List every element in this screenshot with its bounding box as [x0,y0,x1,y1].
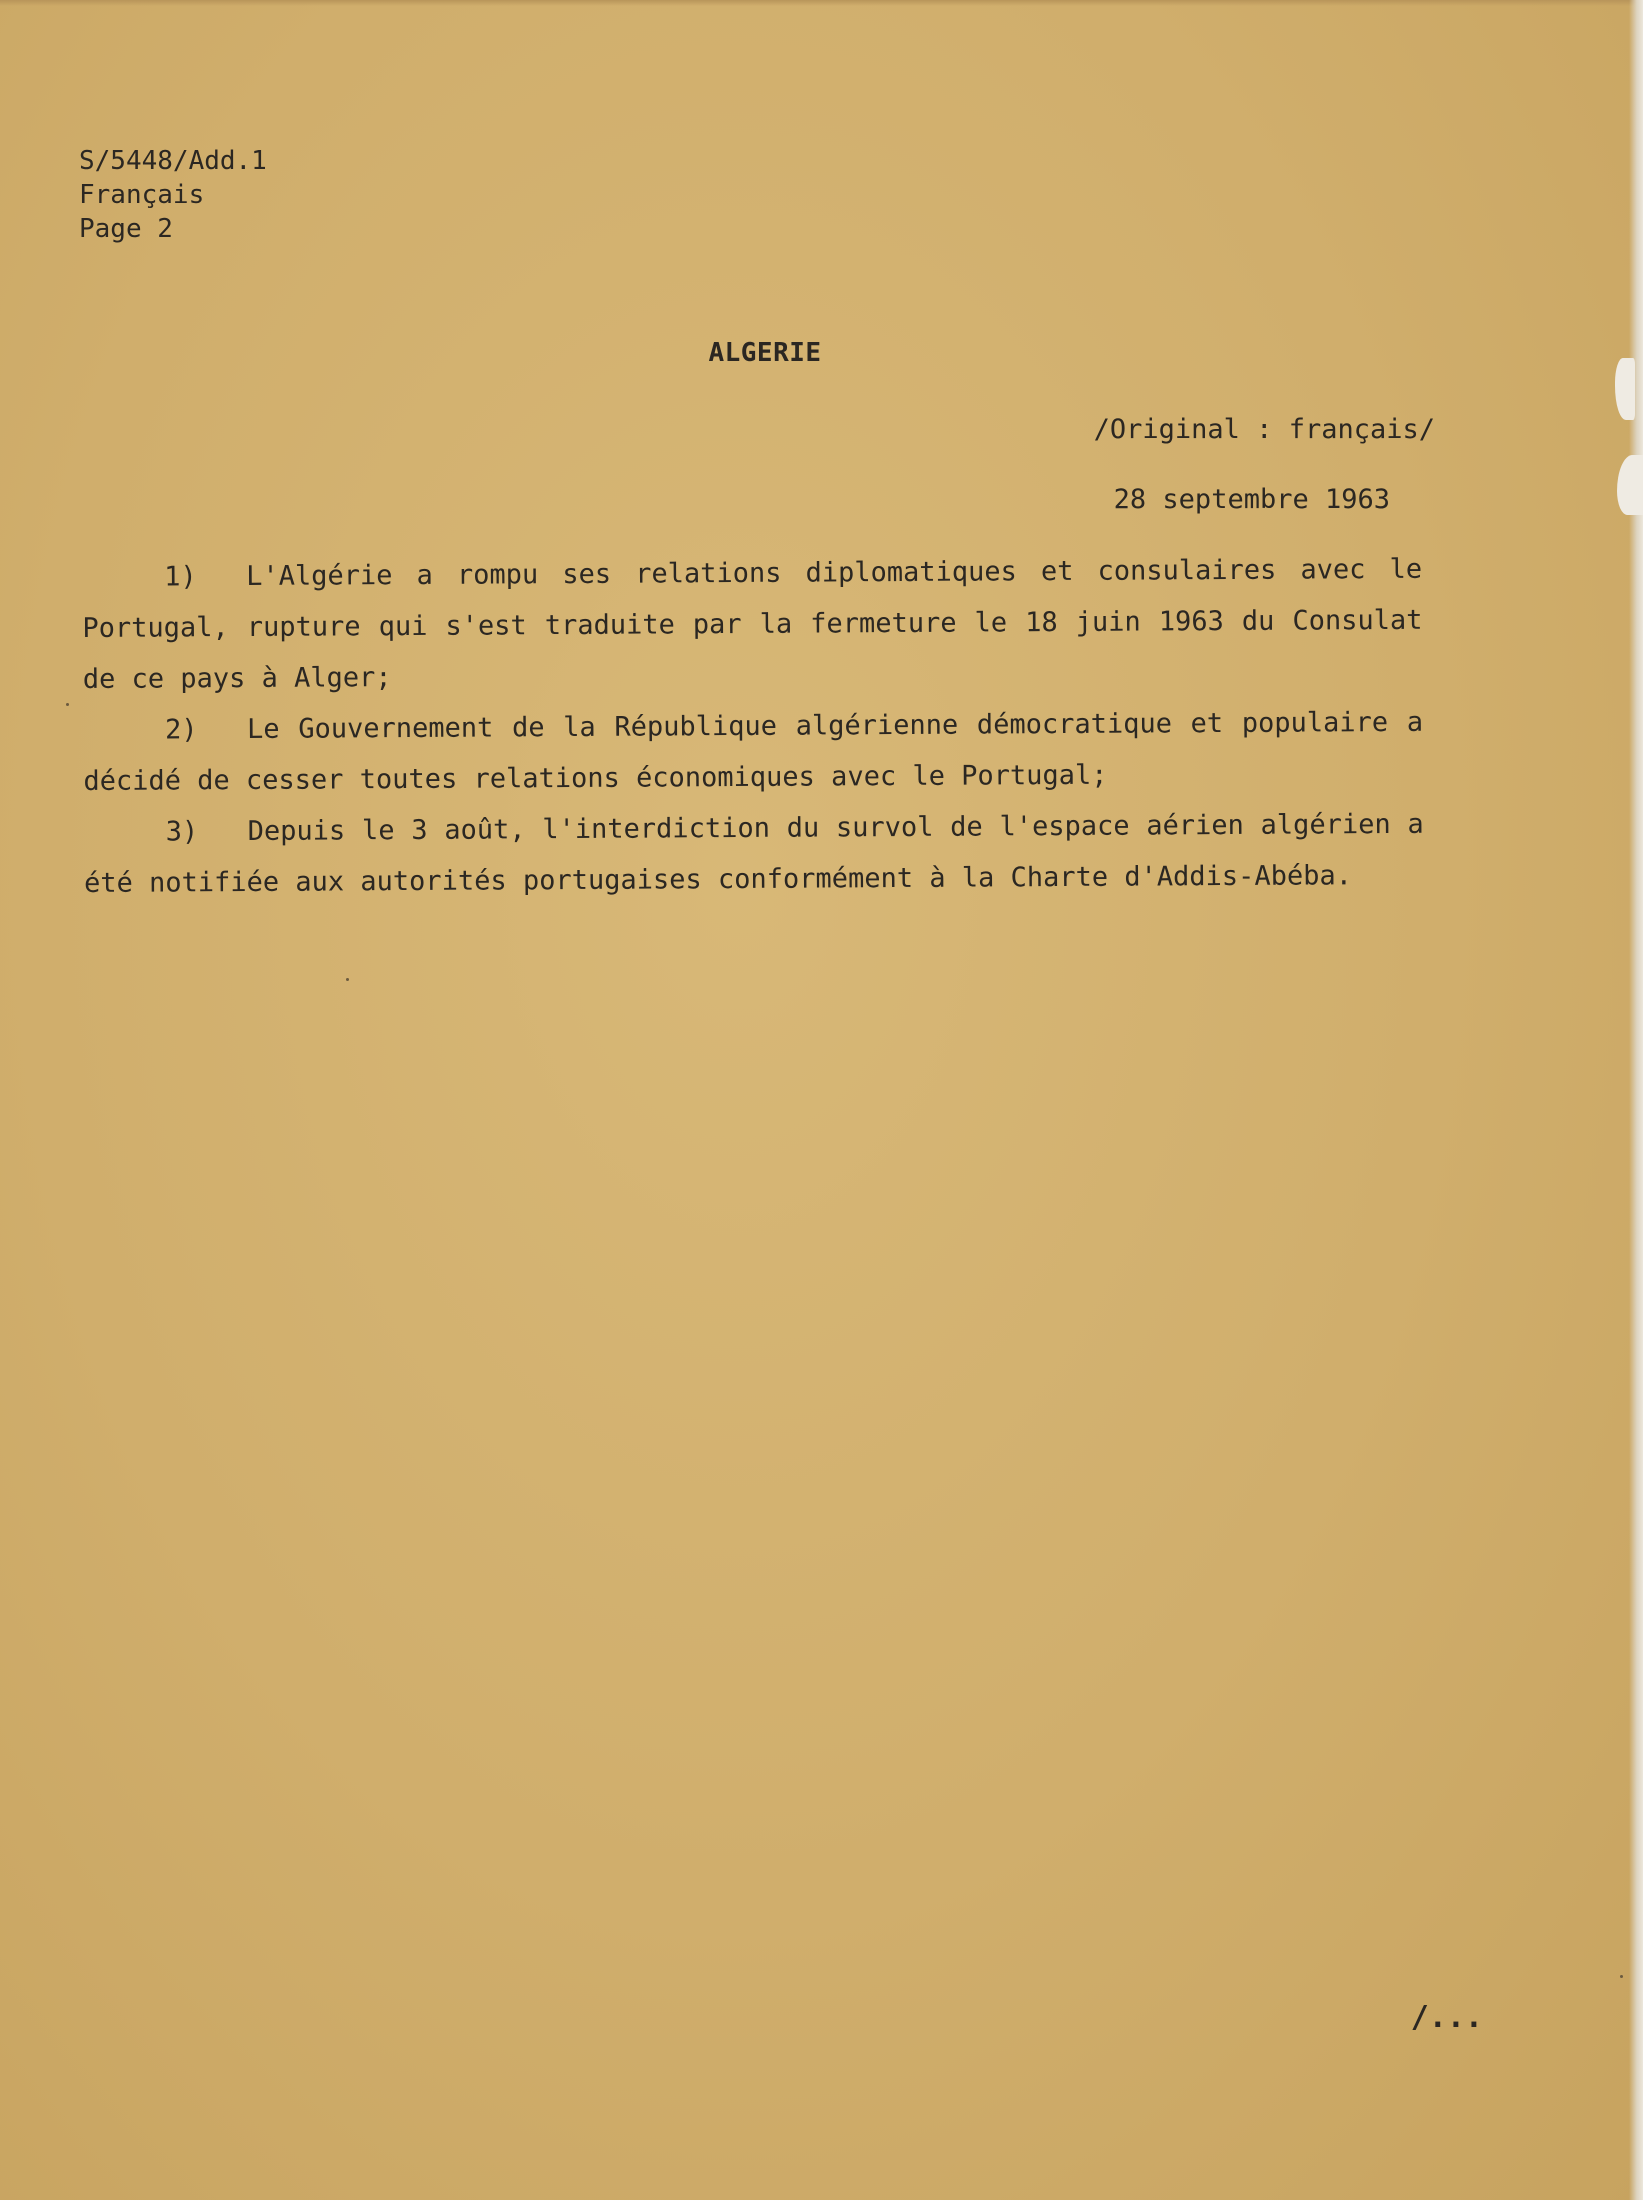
page-number: Page 2 [79,214,173,244]
paragraph-number: 1) [164,561,197,593]
paper-speck [66,703,69,706]
paragraph-number: 2) [164,714,198,746]
paragraph-text: Depuis le 3 août, l'interdiction du survol de l'espace aérien algérien a été notifiée aux autorités portugaises conformément à la Charte d'Addis-Abéba. [83,808,1424,899]
document-language: Français [79,180,205,210]
paper-speck [1620,1975,1623,1978]
continuation-marker: /... [1410,2000,1483,2035]
paper-tear [1615,358,1635,420]
paragraph-1 [82,544,1423,705]
paragraph-2 [83,697,1424,807]
page-right-edge [1629,0,1643,2200]
document-body [82,544,1424,909]
paper-speck [346,978,349,981]
page-top-edge [0,0,1643,6]
paragraph-text: Le Gouvernement de la République algérienne démocratique et populaire a décidé de cesser toutes relations économiques avec le Portugal; [83,706,1424,797]
paragraph-number: 3) [165,816,199,848]
paragraph-text: L'Algérie a rompu ses relations diplomatiques et consulaires avec le Portugal, rupture qui s'est traduite par la fermeture le 18 juin 1963 du Consulat de ce pays à Alger; [82,553,1423,695]
original-language-note: /Original : français/ [1093,414,1435,445]
document-symbol: S/5448/Add.1 [79,146,267,176]
paper-tear [1617,455,1643,515]
paragraph-3 [84,799,1425,909]
document-header [79,144,267,246]
document-title: ALGERIE [708,338,822,368]
document-date: 28 septembre 1963 [1113,484,1390,515]
